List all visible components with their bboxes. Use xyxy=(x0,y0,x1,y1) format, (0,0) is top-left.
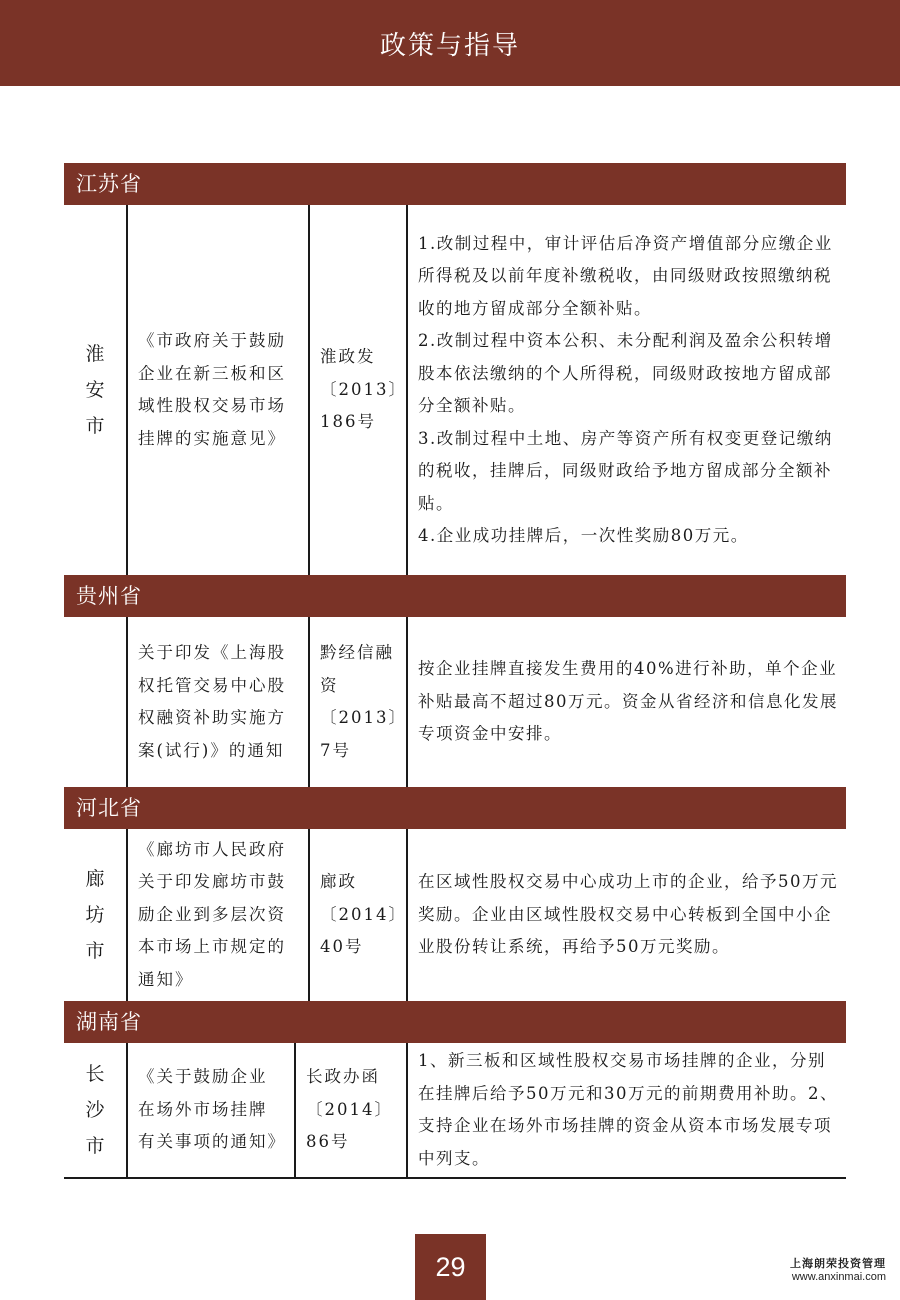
measure-item: 按企业挂牌直接发生费用的40%进行补助，单个企业补贴最高不超过80万元。资金从省经济和信息化发展专项资金中安排。 xyxy=(418,659,838,744)
document-title: 《关于鼓励企业在场外市场挂牌有关事项的通知》 xyxy=(138,1067,286,1152)
doc-number-cell xyxy=(308,829,406,1001)
measure-item: 1.改制过程中，审计评估后净资产增值部分应缴企业所得税及以前年度补缴税收，由同级财政按照缴纳税收的地方留成部分全额补贴。 xyxy=(418,233,833,318)
policy-table xyxy=(64,163,846,1179)
section-header-hebei: 河北省 xyxy=(64,787,846,829)
table-row xyxy=(64,617,846,787)
city-cell xyxy=(64,205,126,575)
document-title: 关于印发《上海股权托管交易中心股权融资补助实施方案(试行)》的通知 xyxy=(138,643,286,760)
page-header xyxy=(0,0,900,86)
table-row xyxy=(64,1043,846,1177)
measures-cell xyxy=(406,617,846,787)
city-cell xyxy=(64,829,126,1001)
city-name: 淮安市 xyxy=(85,343,105,437)
measures-cell xyxy=(406,205,846,575)
city-cell xyxy=(64,617,126,787)
doc-number-cell xyxy=(294,1043,406,1177)
brand-url: www.anxinmai.com xyxy=(791,1271,886,1283)
document-cell xyxy=(126,205,308,575)
document-number: 廊政〔2014〕40号 xyxy=(320,872,407,957)
measure-item: 1、新三板和区域性股权交易市场挂牌的企业，分别在挂牌后给予50万元和30万元的前期费用补助。2、支持企业在场外市场挂牌的资金从资本市场发展专项中列支。 xyxy=(418,1051,838,1168)
section-header-guizhou: 贵州省 xyxy=(64,575,846,617)
measure-item: 2.改制过程中资本公积、未分配利润及盈余公积转增股本依法缴纳的个人所得税，同级财政按地方留成部分全额补贴。 xyxy=(418,331,833,415)
measures-cell xyxy=(406,829,846,1001)
document-title: 《廊坊市人民政府关于印发廊坊市鼓励企业到多层次资本市场上市规定的通知》 xyxy=(138,839,286,989)
doc-number-cell xyxy=(308,617,406,787)
document-number: 淮政发〔2013〕186号 xyxy=(320,347,407,432)
measure-item: 在区域性股权交易中心成功上市的企业，给予50万元奖励。企业由区域性股权交易中心转板到全国中小企业股份转让系统，再给予50万元奖励。 xyxy=(418,872,838,957)
page-number: 29 xyxy=(415,1234,486,1300)
document-cell xyxy=(126,829,308,1001)
page-title: 政策与指导 xyxy=(379,30,520,61)
footer-brand xyxy=(790,1255,886,1283)
measure-item: 3.改制过程中土地、房产等资产所有权变更登记缴纳的税收，挂牌后，同级财政给予地方留成部分全额补贴。 xyxy=(418,428,833,513)
section-header-hunan: 湖南省 xyxy=(64,1001,846,1043)
document-number: 长政办函〔2014〕86号 xyxy=(306,1067,393,1152)
doc-number-cell xyxy=(308,205,406,575)
city-name: 长沙市 xyxy=(85,1063,105,1157)
brand-name: 上海朗荣投资管理 xyxy=(790,1257,886,1270)
document-cell xyxy=(126,617,308,787)
city-cell xyxy=(64,1043,126,1177)
measures-cell xyxy=(406,1043,846,1177)
table-bottom-rule xyxy=(64,1177,846,1179)
city-name: 廊坊市 xyxy=(85,868,105,962)
table-row xyxy=(64,205,846,575)
measure-item: 4.企业成功挂牌后，一次性奖励80万元。 xyxy=(418,526,749,545)
document-number: 黔经信融资〔2013〕7号 xyxy=(320,643,407,760)
section-header-jiangsu: 江苏省 xyxy=(64,163,846,205)
document-title: 《市政府关于鼓励企业在新三板和区域性股权交易市场挂牌的实施意见》 xyxy=(138,331,286,448)
table-row xyxy=(64,829,846,1001)
document-cell xyxy=(126,1043,294,1177)
